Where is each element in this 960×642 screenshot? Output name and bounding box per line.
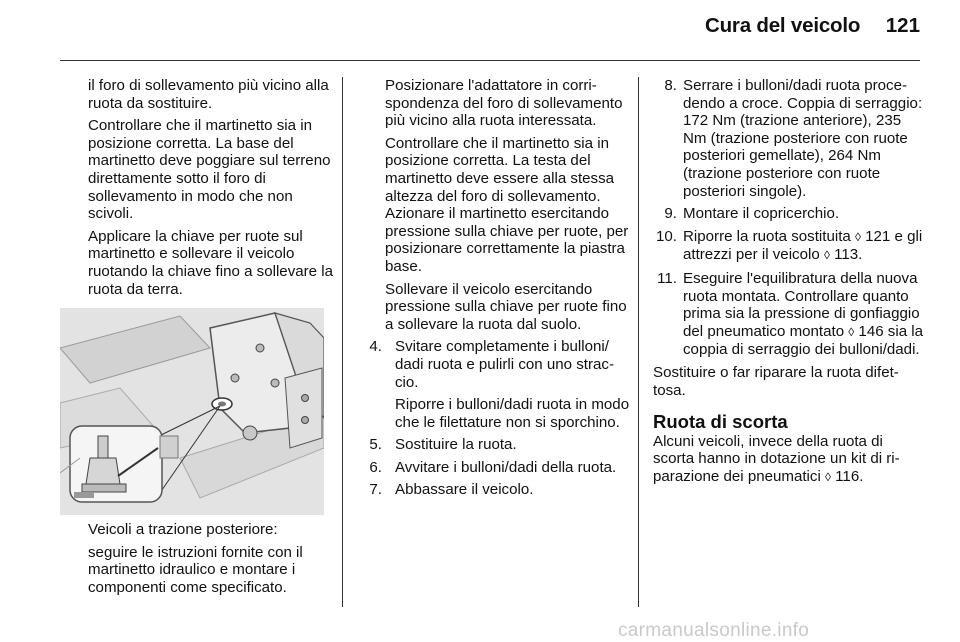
caption-line: Veicoli a trazione posteriore:: [88, 521, 278, 538]
item-text: Abbassare il veicolo.: [395, 481, 534, 499]
page-header-title: Cura del veicolo: [705, 14, 861, 37]
item-text: Svitare completamente i bulloni/ dadi ruota e pulirli con uno straccio.: [395, 338, 614, 391]
item-text: Riporre i bulloni/dadi ruota in modo che le filettature non si sporchino.: [395, 396, 630, 431]
page-reference[interactable]: 146 sia la coppia di serraggio dei bulloni/dadi.: [683, 322, 924, 359]
watermark: carmanualsonline.info: [618, 620, 810, 641]
paragraph: Posizionare l'adattatore in corrispondenza del foro di sollevamento più vicino alla ruota interessata.: [385, 77, 623, 130]
cross-reference-icon: ◊: [848, 324, 855, 339]
section-heading: Ruota di scorta: [653, 411, 788, 433]
paragraph: [653, 433, 925, 487]
item-number: 5.: [369, 436, 382, 454]
list-item: [653, 205, 925, 223]
paragraph: il foro di sollevamento più vicino alla ruota da sostituire.: [88, 77, 329, 112]
page-reference[interactable]: 116.: [830, 467, 864, 485]
column-3: [653, 77, 925, 491]
item-text: Avvitare i bulloni/dadi della ruota.: [395, 458, 617, 476]
caption-line: seguire le istruzioni fornite con il martinetto idraulico e montare i componenti come specificato.: [88, 543, 303, 596]
column-divider: [638, 77, 639, 607]
paragraph: Sostituire o far riparare la ruota difettosa.: [653, 363, 899, 399]
column-1: [88, 77, 333, 303]
item-number: 8.: [664, 77, 677, 94]
item-number: 6.: [369, 458, 382, 476]
cross-reference-icon: ◊: [854, 229, 861, 244]
item-number: 10.: [656, 227, 677, 245]
steps-list: [369, 338, 630, 499]
paragraph: Controllare che il martinetto sia in posizione corretta. La base del martinetto deve poggiare sul terreno direttamente sotto il foro di sollevamento in modo che non scivoli.: [88, 117, 331, 223]
header-rule: [60, 60, 920, 61]
list-item: [369, 436, 630, 454]
list-item: [369, 481, 630, 499]
paragraph: Controllare che il martinetto sia in posizione corretta. La testa del martinetto deve essere alla stessa altezza del foro di sollevamento. Azionare il martinetto esercitando pressione sulla chiave per ruote, per posizionare correttamente la piastra base.: [385, 134, 629, 275]
paragraph: Sollevare il veicolo esercitando pressione sulla chiave per ruote fino a sollevare la ruota dal suolo.: [385, 280, 627, 333]
list-item: [369, 458, 630, 477]
item-text: Sostituire la ruota.: [395, 436, 517, 454]
item-number: 4.: [369, 338, 382, 356]
paragraph-text: Alcuni veicoli, invece della ruota di scorta hanno in dotazione un kit di riparazione dei pneumatici: [653, 432, 900, 485]
column-divider: [342, 77, 343, 607]
item-number: 9.: [664, 205, 677, 223]
item-text: Montare il copricerchio.: [683, 205, 840, 223]
list-item: [653, 270, 925, 359]
jack-illustration: [60, 308, 324, 515]
cross-reference-icon: ◊: [825, 469, 831, 484]
cross-reference-icon: ◊: [823, 248, 830, 263]
list-item: [653, 228, 925, 265]
item-number: 11.: [657, 269, 677, 287]
column-2: [369, 77, 630, 504]
steps-list: [653, 77, 925, 359]
list-item: [369, 338, 630, 431]
item-text: Riporre la ruota sostituita: [683, 227, 855, 245]
item-number: 7.: [369, 481, 382, 499]
figure-caption: [88, 521, 333, 601]
page-number: 121: [885, 14, 920, 37]
paragraph: Applicare la chiave per ruote sul martinetto e sollevare il veicolo ruotando la chiave fino a sollevare la ruota da terra.: [88, 227, 334, 298]
page-reference[interactable]: 121 e gli attrezzi per il veicolo: [683, 227, 923, 264]
item-text: Eseguire l'equilibratura della nuova ruota montata. Controllare quanto prima sia la pressione di gonfiaggio del pneumatico montato: [683, 269, 920, 340]
item-text: Serrare i bulloni/dadi ruota procedendo a croce. Coppia di serraggio: 172 Nm (trazione anteriore), 235 Nm (trazione posteriore con ruote posteriori gemellate), 264 Nm (trazione posteriore con ruote posteriori singole).: [683, 77, 923, 200]
list-item: [653, 77, 925, 200]
page-reference[interactable]: 113.: [829, 246, 863, 264]
